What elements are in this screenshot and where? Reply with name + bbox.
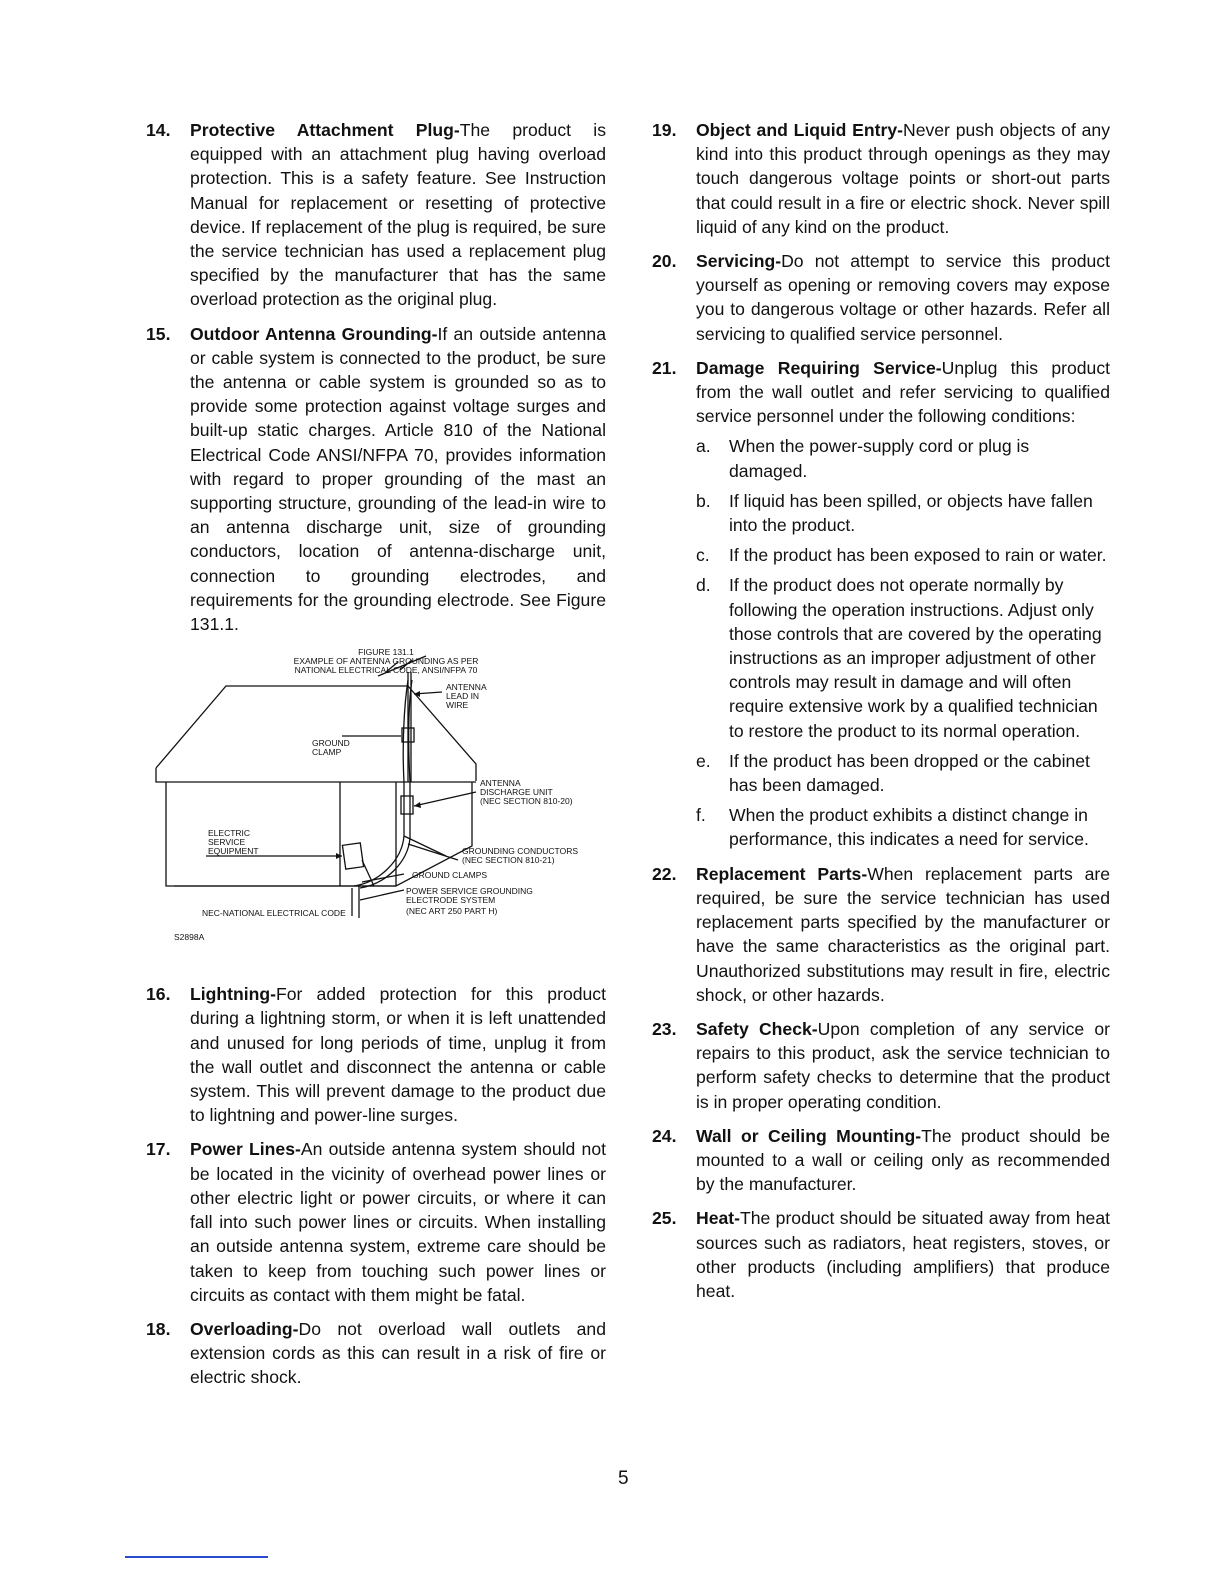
item-title: Damage Requiring Service- (696, 357, 942, 378)
item-number: 15. (146, 323, 171, 344)
condition-letter: c. (696, 545, 710, 566)
figure-caption-line: NATIONAL ELECTRICAL CODE, ANSI/NFPA 70 (294, 665, 478, 676)
grounding-conductor-2 (404, 836, 446, 856)
label-discharge-line-1: ANTENNA (480, 778, 521, 789)
condition-letter: e. (696, 750, 711, 771)
item-text: Do not overload wall outlets and extension cords as this can result in a risk of fire or electric shock. (190, 1318, 606, 1388)
condition-item (696, 803, 1110, 851)
bottom-rule (125, 1556, 268, 1558)
item-text: Never push objects of any kind into this product through openings as they may touch dangerous voltage points or short-out parts that could result in a fire or electric shock. Never spill liquid of any kind on the product. (696, 120, 1110, 237)
item-22 (652, 862, 1110, 1007)
item-number: 20. (652, 251, 677, 272)
item-title: Outdoor Antenna Grounding- (190, 323, 438, 344)
item-18 (146, 1317, 606, 1390)
roof-outline (156, 686, 476, 781)
label-grounding-conductors (462, 846, 580, 865)
item-14 (146, 118, 606, 312)
label-discharge-line-3: (NEC SECTION 810-20) (480, 796, 573, 807)
item-number: 14. (146, 120, 171, 140)
item-text: Unplug this product from the wall outlet and refer servicing to qualified service personnel under the following conditions: (696, 357, 1111, 427)
condition-text: If the product has been exposed to rain or water. (729, 545, 1107, 566)
leader-discharge (414, 792, 476, 806)
right-column (652, 118, 1110, 1313)
label-ground-clamps: GROUND CLAMPS (412, 870, 488, 881)
item-title: Servicing- (696, 251, 782, 272)
item-19 (652, 118, 1110, 239)
label-antenna-line-3: WIRE (446, 700, 469, 711)
item-text: The product is equipped with an attachment plug having overload protection. This is a safety feature. See Instruction Manual for replacement or resetting of protective device. If replacement of the plug is required, be sure the service technician has used a replacement plug specified by the manufacturer that has the same overload protection as the original plug. (190, 120, 606, 310)
label-antenna-line-1: ANTENNA (446, 682, 487, 693)
antenna-element (378, 656, 426, 676)
item-16 (146, 982, 606, 1127)
item-title: Safety Check- (696, 1018, 818, 1039)
condition-text: When the power-supply cord or plug is damaged. (729, 436, 1030, 481)
label-antenna-lead-in (446, 682, 489, 710)
arrow-discharge (414, 802, 421, 808)
figure-code: S2898A (174, 932, 205, 943)
item-title: Power Lines- (190, 1139, 301, 1160)
item-title: Overloading- (190, 1318, 299, 1339)
page-number: 5 (618, 1468, 629, 1489)
label-discharge-line-2: DISCHARGE UNIT (480, 787, 553, 798)
condition-letter: d. (696, 575, 711, 596)
label-grounding-line-1: GROUNDING CONDUCTORS (462, 846, 579, 857)
item-text: When replacement parts are required, be sure the service technician has used replacement parts specified by the manufacturer or have the same characteristics as the original part. Unauthorized substitutions may result in fire, electric shock, or other hazards. (696, 863, 1111, 1005)
item-number: 16. (146, 984, 171, 1005)
item-23 (652, 1017, 1110, 1114)
label-electric-line-2: SERVICE (208, 837, 246, 848)
item-24 (652, 1124, 1110, 1197)
label-power-line-3: (NEC ART 250 PART H) (406, 906, 498, 917)
item-text: Do not attempt to service this product yourself as opening or removing covers may expose you to dangerous voltage or other hazards. Refer all servicing to qualified service personnel. (696, 251, 1110, 344)
label-electric-line-1: ELECTRIC (208, 828, 251, 839)
item-title: Protective Attachment Plug- (190, 120, 460, 140)
item-number: 23. (652, 1018, 677, 1039)
antenna-grounding-diagram (146, 646, 606, 978)
item-25 (652, 1206, 1110, 1303)
item-21 (652, 356, 1110, 852)
label-grounding-line-2: (NEC SECTION 810-21) (462, 855, 555, 866)
item-number: 18. (146, 1318, 171, 1339)
item-number: 25. (652, 1208, 677, 1229)
label-ground-clamp-line-1: GROUND (312, 738, 350, 749)
label-antenna-line-2: LEAD IN (446, 691, 480, 702)
figure-caption-line: FIGURE 131.1 (358, 647, 414, 658)
figure-caption-line: EXAMPLE OF ANTENNA GROUNDING AS PER (293, 656, 479, 667)
condition-text: If the product does not operate normally by following the operation instructions. Adjust only those controls that are covered by the operating instructions as an improper adjustment of other controls may result in damage and will often require extensive work by a qualified technician to restore the product to its normal operation. (729, 575, 1102, 741)
item-text: Upon completion of any service or repairs to this product, ask the service technician to perform safety checks to determine that the product is in proper operating condition. (696, 1018, 1110, 1112)
condition-list (696, 434, 1110, 851)
condition-text: If the product has been dropped or the cabinet has been damaged. (729, 750, 1090, 796)
item-17 (146, 1137, 606, 1306)
label-ground-clamp (312, 738, 352, 757)
label-electric-line-3: EQUIPMENT (208, 846, 259, 857)
condition-item (696, 434, 1110, 482)
label-ground-clamp-line-2: CLAMP (312, 747, 342, 758)
item-title: Wall or Ceiling Mounting- (696, 1125, 922, 1146)
item-title: Lightning- (190, 984, 276, 1005)
antenna-grounding-figure (146, 646, 606, 978)
label-power-service (406, 886, 535, 916)
leader-grounding-conductors (408, 844, 458, 860)
leader-power-service (360, 890, 404, 900)
item-title: Heat- (696, 1208, 740, 1229)
condition-item (696, 489, 1110, 537)
label-power-line-1: POWER SERVICE GROUNDING (406, 886, 533, 897)
condition-letter: b. (696, 490, 711, 511)
item-number: 19. (652, 120, 677, 140)
item-title: Replacement Parts- (696, 863, 868, 884)
item-15 (146, 322, 606, 637)
item-number: 21. (652, 357, 677, 378)
item-number: 24. (652, 1125, 677, 1146)
item-title: Object and Liquid Entry- (696, 120, 903, 140)
discharge-unit (401, 796, 413, 814)
electric-service-box (342, 843, 363, 869)
item-number: 22. (652, 863, 677, 884)
condition-item (696, 573, 1110, 742)
item-text: The product should be situated away from heat sources such as radiators, heat registers, stoves, or other products (including amplifiers) that produce heat. (696, 1208, 1110, 1301)
condition-item (696, 749, 1110, 797)
item-text: If an outside antenna or cable system is connected to the product, be sure the antenna or cable system is grounded so as to provide some protection against voltage surges and built-up static charges. Article 810 of the National Electrical Code ANSI/NFPA 70, provides information with regard to proper grounding of the mast an supporting structure, grounding of the lead-in wire to an antenna discharge unit, size of grounding conductors, location of antenna-discharge unit, connection to grounding electrodes, and requirements for the grounding electrode. See Figure 131.1. (190, 323, 607, 635)
label-nec: NEC-NATIONAL ELECTRICAL CODE (202, 908, 346, 919)
label-electric-service (208, 828, 259, 856)
left-column (146, 118, 606, 1400)
condition-letter: f. (696, 805, 706, 826)
label-power-line-2: ELECTRODE SYSTEM (406, 895, 496, 906)
item-20 (652, 249, 1110, 346)
item-text: An outside antenna system should not be located in the vicinity of overhead power lines or other electric light or power circuits, or where it can fall into such power lines or circuits. When installing an outside antenna system, extreme care should be taken to keep from touching such power lines or circuits as contact with them might be fatal. (190, 1139, 607, 1305)
item-text: For added protection for this product during a lightning storm, or when it is left unattended and unused for long periods of time, unplug it from the wall outlet and disconnect the antenna or cable system. This will prevent damage to the product due to lightning and power-line surges. (190, 984, 606, 1126)
condition-text: When the product exhibits a distinct change in performance, this indicates a need for service. (729, 805, 1089, 850)
condition-text: If liquid has been spilled, or objects have fallen into the product. (729, 490, 1093, 536)
item-number: 17. (146, 1139, 171, 1160)
condition-letter: a. (696, 436, 711, 457)
roof-eave (156, 768, 476, 782)
arrow-electric (336, 853, 342, 859)
label-discharge-unit (480, 778, 573, 806)
item-text: The product should be mounted to a wall or ceiling only as recommended by the manufacturer. (696, 1125, 1110, 1195)
condition-item (696, 543, 1110, 567)
